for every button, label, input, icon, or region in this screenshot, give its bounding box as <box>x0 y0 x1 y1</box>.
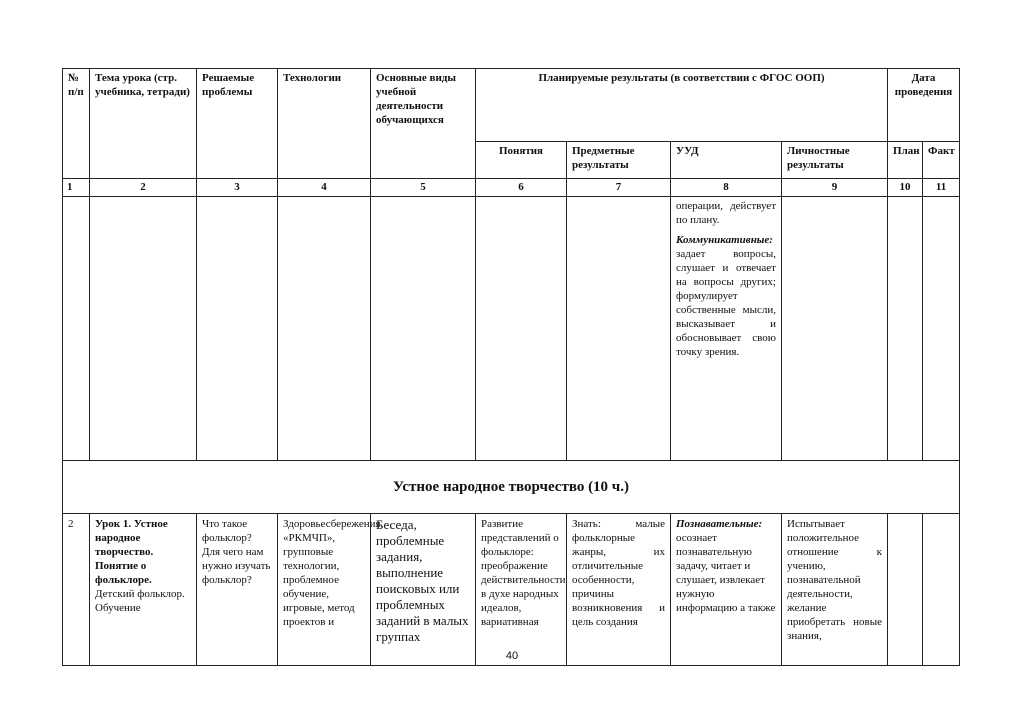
header-date: Дата проведения <box>888 69 960 142</box>
lesson-topic-title: Урок 1. Устное народное творчество. Понятие о фольклоре. <box>95 518 168 586</box>
column-number: 9 <box>782 179 888 197</box>
header-problems: Решаемые проблемы <box>197 69 278 179</box>
uud-continuation-cell <box>671 197 782 461</box>
uud-communicative <box>676 233 776 359</box>
lesson-uud <box>671 514 782 666</box>
empty-cell <box>371 197 476 461</box>
column-number: 6 <box>476 179 567 197</box>
column-number: 7 <box>567 179 671 197</box>
header-uud: УУД <box>671 142 782 179</box>
empty-cell <box>197 197 278 461</box>
column-number: 10 <box>888 179 923 197</box>
empty-cell <box>923 197 960 461</box>
lesson-number: 2 <box>63 514 90 666</box>
column-number: 8 <box>671 179 782 197</box>
empty-cell <box>90 197 197 461</box>
cognitive-text: осознает познавательную задачу, читает и слушает, извлекает нужную информацию а также <box>676 532 776 614</box>
lesson-row <box>63 514 960 666</box>
lesson-fact-date <box>923 514 960 666</box>
empty-cell <box>567 197 671 461</box>
section-row <box>63 461 960 514</box>
communicative-text: задает вопросы, слушает и отвечает на вопросы других; формулирует собственные мысли, высказывает и обосновывает свою точку зрения. <box>676 248 776 358</box>
empty-cell <box>782 197 888 461</box>
lesson-problems: Что такое фольклор? Для чего нам нужно изучать фольклор? <box>197 514 278 666</box>
cognitive-label: Познавательные: <box>676 518 763 530</box>
communicative-label: Коммуникативные: <box>676 234 773 246</box>
header-personal-results: Личностные результаты <box>782 142 888 179</box>
lesson-topic <box>90 514 197 666</box>
lesson-topic-rest: Детский фольклор. Обучение <box>95 588 185 614</box>
page-number: 40 <box>505 650 519 662</box>
lesson-activities: Беседа, проблемные задания, выполнение поисковых или проблемных заданий в малых группах <box>371 514 476 666</box>
section-title: Устное народное творчество (10 ч.) <box>63 461 960 514</box>
lesson-plan-table <box>62 68 960 666</box>
column-number: 3 <box>197 179 278 197</box>
header-num: № п/п <box>63 69 90 179</box>
lesson-plan-date <box>888 514 923 666</box>
empty-cell <box>278 197 371 461</box>
header-technologies: Технологии <box>278 69 371 179</box>
column-number-row <box>63 179 960 197</box>
lesson-technologies: Здоровьесбережения, «РКМЧП», групповые технологии, проблемное обучение, игровые, метод проектов и <box>278 514 371 666</box>
header-plan: План <box>888 142 923 179</box>
header-planned-results: Планируемые результаты (в соответствии с ФГОС ООП) <box>476 69 888 142</box>
column-number: 11 <box>923 179 960 197</box>
continuation-row <box>63 197 960 461</box>
header-subject-results: Предметные результаты <box>567 142 671 179</box>
uud-regulatory-tail: операции, действует по плану. <box>676 200 776 226</box>
lesson-concepts: Развитие представлений о фольклоре: преображение действительности в духе народных идеалов, вариативная <box>476 514 567 666</box>
header-row <box>63 69 960 142</box>
empty-cell <box>888 197 923 461</box>
empty-cell <box>476 197 567 461</box>
header-fact: Факт <box>923 142 960 179</box>
lesson-subject-results: Знать: малые фольклорные жанры, их отличительные особенности, причины возникновения и цель создания <box>567 514 671 666</box>
column-number: 2 <box>90 179 197 197</box>
empty-cell <box>63 197 90 461</box>
column-number: 4 <box>278 179 371 197</box>
column-number: 5 <box>371 179 476 197</box>
header-concepts: Понятия <box>476 142 567 179</box>
header-activities: Основные виды учебной деятельности обучающихся <box>371 69 476 179</box>
header-topic: Тема урока (стр. учебника, тетради) <box>90 69 197 179</box>
column-number: 1 <box>63 179 90 197</box>
lesson-personal-results: Испытывает положительное отношение к учению, познавательной деятельности, желание приобретать новые знания, <box>782 514 888 666</box>
